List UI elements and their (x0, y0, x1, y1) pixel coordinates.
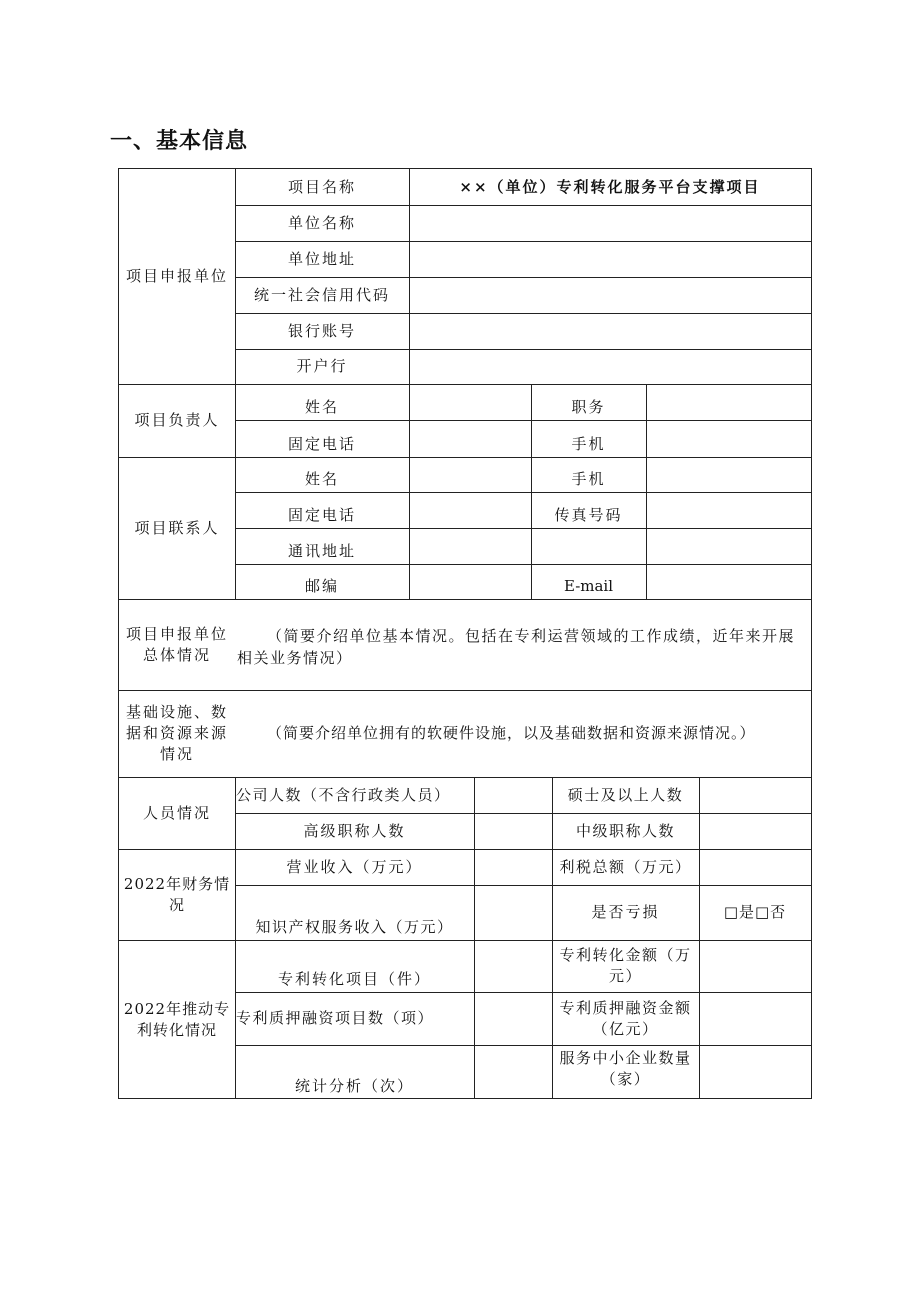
contact-fax-label: 传真号码 (554, 506, 623, 524)
bank-account-label: 银行账号 (287, 321, 356, 340)
applicant-section-label: 项目申报单位 (125, 267, 228, 285)
contact-mobile-field[interactable] (646, 457, 811, 492)
contact-address-field[interactable] (409, 528, 811, 564)
transfer-projects-field[interactable] (474, 940, 552, 992)
masters-label: 硕士及以上人数 (567, 785, 684, 804)
bank-account-field[interactable] (409, 313, 811, 349)
tax-label: 利税总额（万元） (559, 857, 692, 876)
sme-count-label: 服务中小企业数量（家） (559, 1049, 692, 1088)
overview-description[interactable]: （简要介绍单位基本情况。包括在专利运营领域的工作成绩，近年来开展相关业务情况） (237, 627, 796, 667)
transfer-amount-label: 专利转化金额（万元） (559, 946, 692, 985)
contact-phone-field[interactable] (409, 492, 531, 528)
pledge-amount-label: 专利质押融资金额（亿元） (559, 998, 692, 1038)
page-title: 一、基本信息 (110, 129, 249, 154)
contact-name-field[interactable] (409, 457, 531, 492)
bank-label: 开户行 (296, 357, 348, 375)
masters-field[interactable] (699, 777, 811, 813)
loss-label: 是否亏损 (591, 903, 660, 921)
contact-phone-label: 固定电话 (287, 506, 356, 524)
contact-name-label: 姓名 (304, 470, 339, 488)
unit-name-field[interactable] (409, 205, 811, 241)
leader-name-field[interactable] (409, 384, 531, 420)
project-name-label: 项目名称 (287, 177, 356, 196)
leader-phone-field[interactable] (409, 420, 531, 457)
overview-label: 项目申报单位总体情况 (125, 624, 228, 664)
mid-title-label: 中级职称人数 (575, 821, 675, 840)
contact-postcode-field[interactable] (409, 564, 531, 599)
pledge-amount-field[interactable] (699, 992, 811, 1045)
contact-email-field[interactable] (646, 564, 811, 599)
leader-phone-label: 固定电话 (287, 435, 356, 453)
credit-code-label: 统一社会信用代码 (253, 285, 390, 304)
company-count-field[interactable] (474, 777, 552, 813)
ip-revenue-field[interactable] (474, 885, 552, 940)
leader-name-label: 姓名 (304, 398, 339, 416)
facilities-description[interactable]: （简要介绍单位拥有的软硬件设施，以及基础数据和资源来源情况。） (267, 724, 756, 742)
leader-section-label: 项目负责人 (134, 411, 220, 429)
ip-revenue-label: 知识产权服务收入（万元） (255, 918, 454, 936)
unit-address-field[interactable] (409, 241, 811, 277)
leader-mobile-field[interactable] (646, 420, 811, 457)
loss-options[interactable]: □是□否 (723, 903, 787, 921)
revenue-field[interactable] (474, 849, 552, 885)
analysis-label: 统计分析（次） (294, 1077, 414, 1095)
pledge-projects-field[interactable] (474, 992, 552, 1045)
basic-info-form (118, 168, 812, 1099)
contact-postcode-label: 邮编 (304, 577, 339, 595)
transfer-projects-label: 专利转化项目（件） (277, 970, 431, 988)
bank-field[interactable] (409, 349, 811, 384)
unit-name-label: 单位名称 (287, 213, 356, 232)
leader-position-label: 职务 (571, 398, 606, 416)
leader-mobile-label: 手机 (571, 435, 606, 453)
sme-count-field[interactable] (699, 1045, 811, 1099)
finance-label: 2022年财务情况 (123, 874, 231, 914)
revenue-label: 营业收入（万元） (286, 857, 423, 876)
leader-position-field[interactable] (646, 384, 811, 420)
pledge-projects-label: 专利质押融资项目数（项） (236, 1009, 435, 1027)
transfer-amount-field[interactable] (699, 940, 811, 992)
unit-address-label: 单位地址 (287, 249, 356, 268)
analysis-field[interactable] (474, 1045, 552, 1099)
company-count-label: 公司人数（不含行政类人员） (236, 785, 451, 804)
contact-fax-field[interactable] (646, 492, 811, 528)
mid-title-field[interactable] (699, 813, 811, 849)
facilities-label: 基础设施、数据和资源来源情况 (125, 703, 228, 763)
contact-mobile-label: 手机 (571, 470, 606, 488)
promotion-label: 2022年推动专利转化情况 (123, 999, 231, 1039)
credit-code-field[interactable] (409, 277, 811, 313)
contact-address-label: 通讯地址 (287, 542, 356, 560)
senior-title-label: 高级职称人数 (303, 821, 406, 840)
contact-email-label: E-mail (563, 577, 614, 595)
contact-section-label: 项目联系人 (134, 518, 220, 537)
project-name-value[interactable]: ××（单位）专利转化服务平台支撑项目 (459, 177, 761, 196)
staff-label: 人员情况 (142, 803, 211, 822)
tax-field[interactable] (699, 849, 811, 885)
senior-title-field[interactable] (474, 813, 552, 849)
